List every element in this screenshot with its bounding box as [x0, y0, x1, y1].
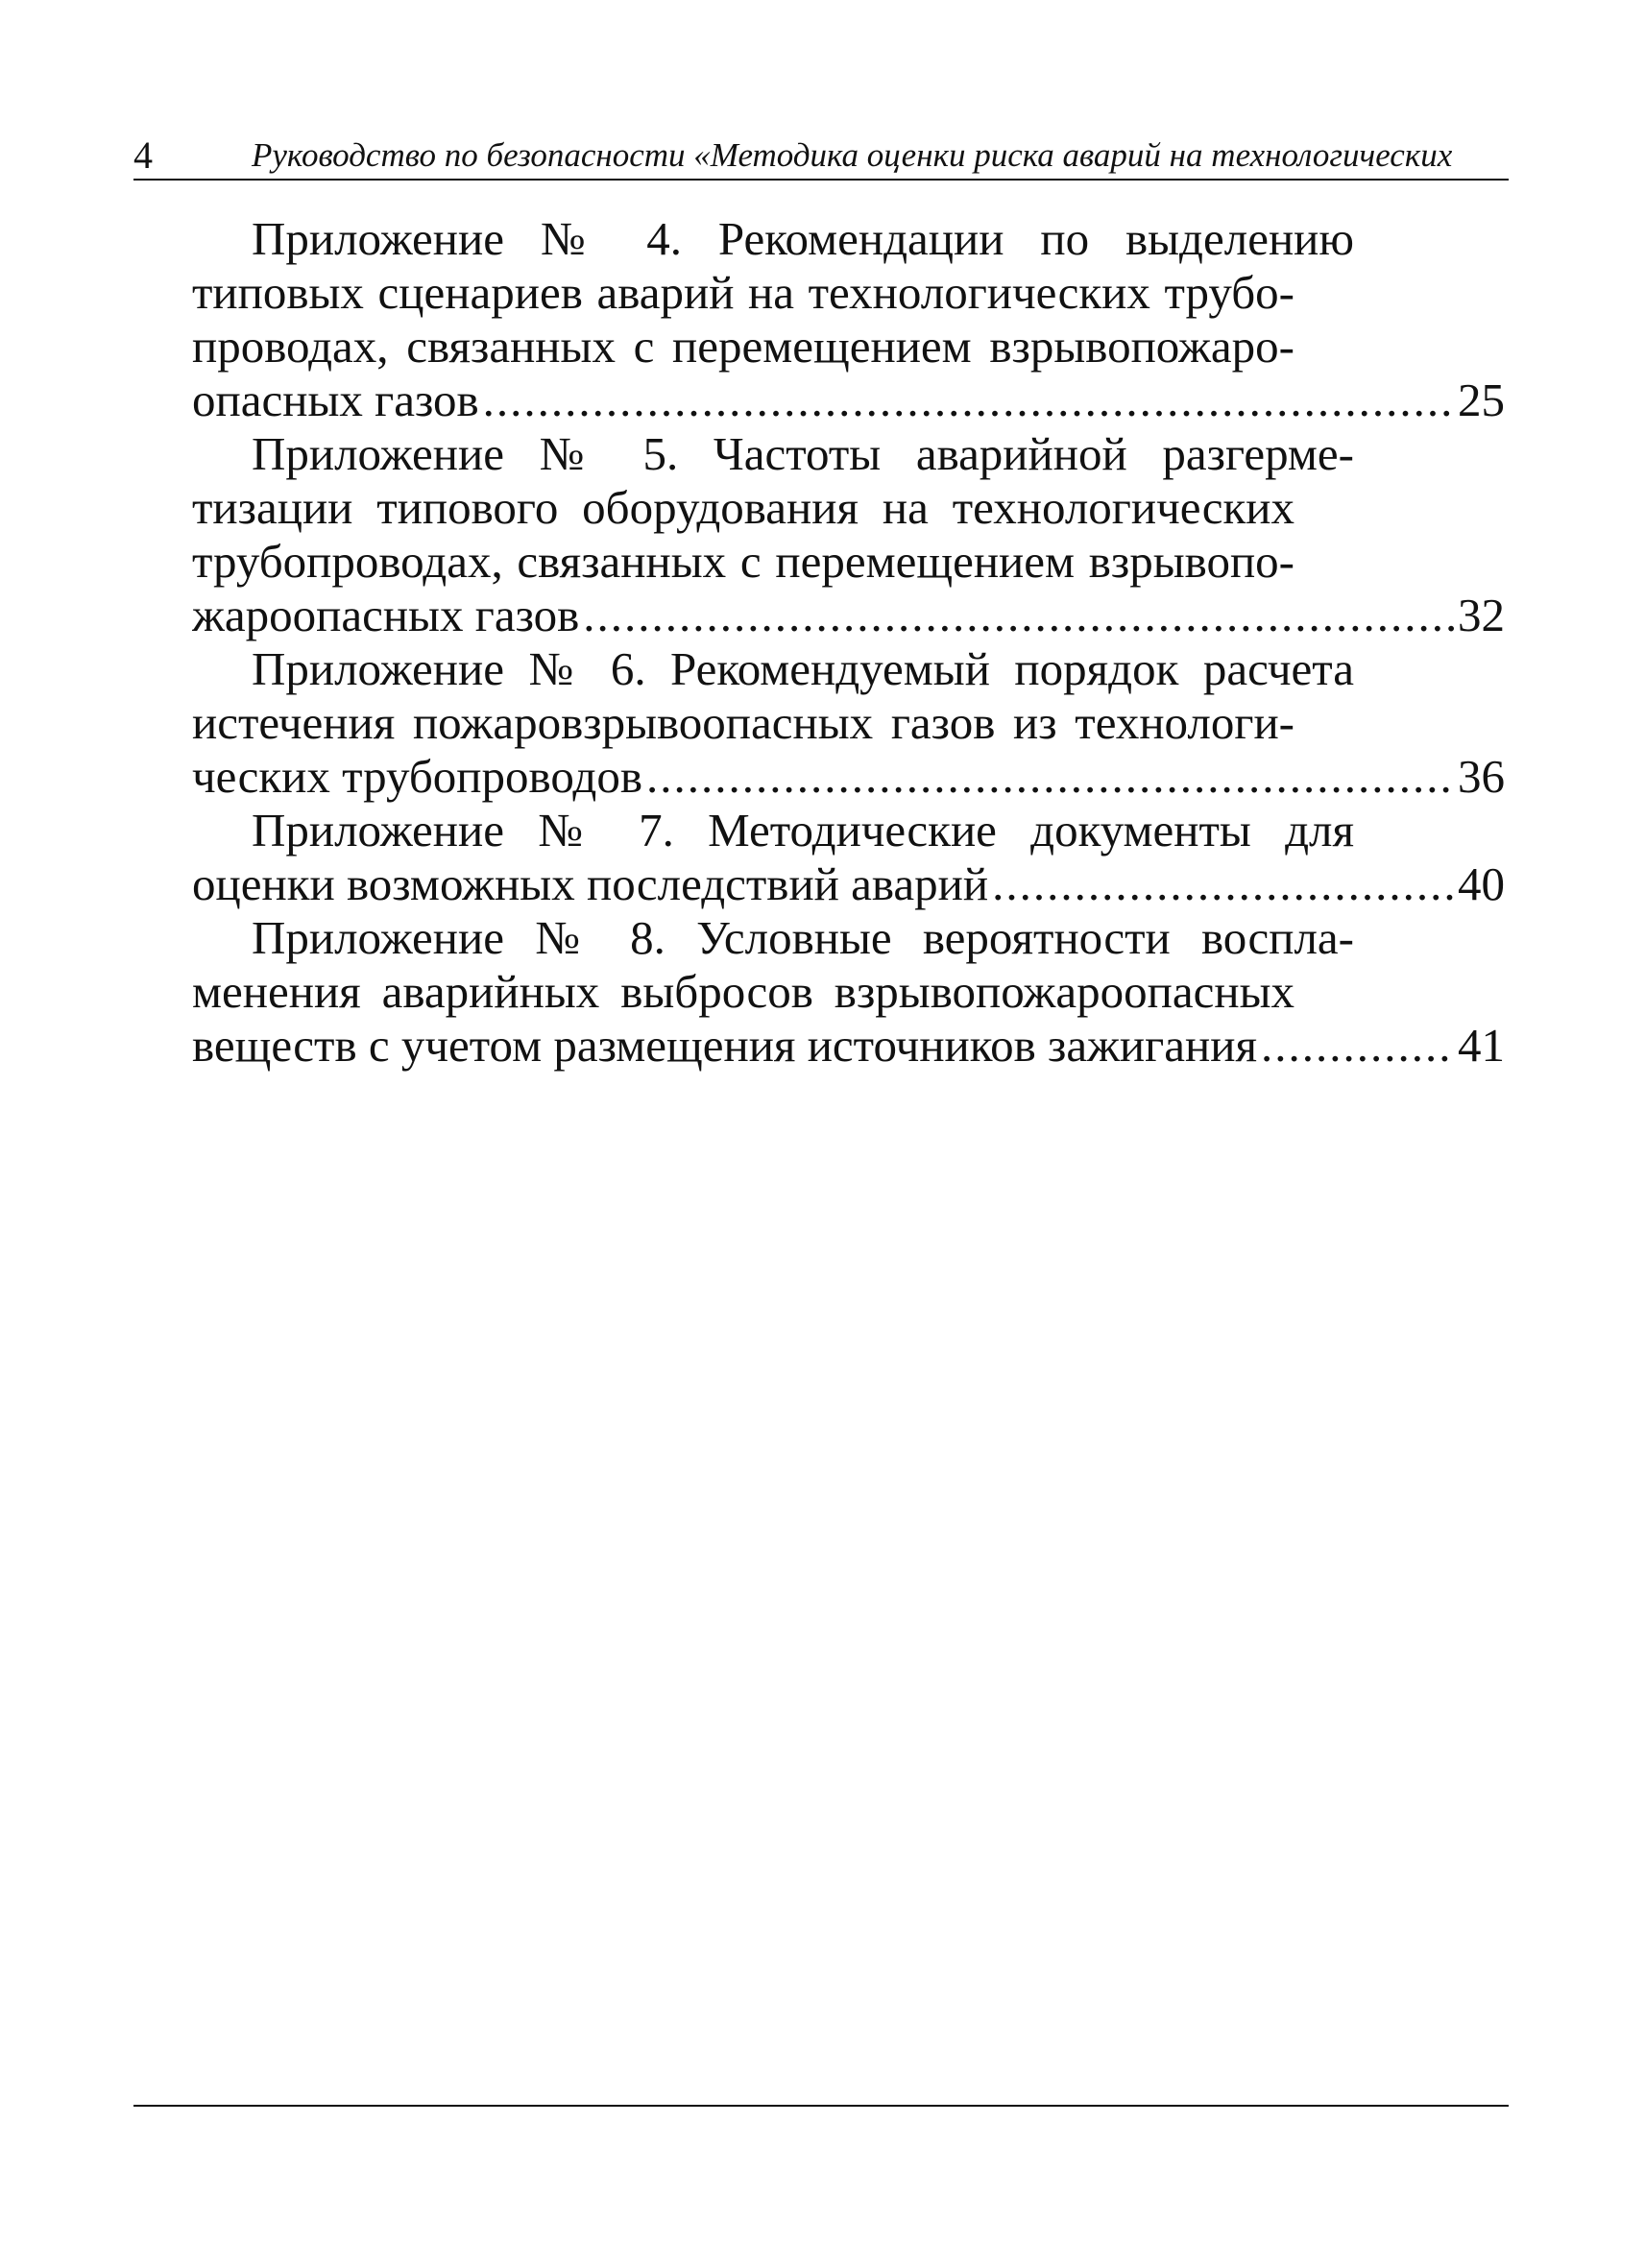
table-of-contents [192, 212, 1512, 1073]
page-header [133, 133, 1509, 181]
toc-entry-line: Приложение № 6. Рекомендуемый порядок расчета [252, 642, 1354, 695]
toc-entry [192, 804, 1512, 911]
toc-page-number: 40 [1458, 857, 1505, 910]
dot-leader [1261, 1019, 1454, 1073]
toc-entry-text: веществ с учетом размещения источников зажигания [192, 1019, 1257, 1072]
toc-entry-line: тизации типового оборудования на технологических [192, 481, 1294, 534]
toc-entry-line: менения аварийных выбросов взрывопожароопасных [192, 965, 1294, 1018]
toc-entry [192, 911, 1512, 1073]
toc-entry-last-line [192, 857, 1505, 911]
toc-entry-text: ческих трубопроводов [192, 750, 642, 803]
footer-rule [133, 2105, 1509, 2107]
toc-entry-line: типовых сценариев аварий на технологических трубо- [192, 266, 1294, 319]
toc-entry-line: истечения пожаровзрывоопасных газов из технологи- [192, 696, 1294, 749]
toc-entry-line: трубопроводах, связанных с перемещением взрывопо- [192, 535, 1294, 588]
toc-page-number: 32 [1458, 589, 1505, 641]
page-number: 4 [133, 133, 153, 177]
toc-entry-text: оценки возможных последствий аварий [192, 857, 989, 910]
dot-leader [646, 750, 1454, 804]
running-title: Руководство по безопасности «Методика оценки риска аварий на технологических [252, 136, 1453, 174]
toc-entry-last-line [192, 1019, 1505, 1073]
toc-entry-line: Приложение № 7. Методические документы для [252, 804, 1354, 857]
toc-entry-text: опасных газов [192, 374, 479, 426]
toc-entry-line: Приложение № 4. Рекомендации по выделению [252, 212, 1354, 265]
toc-page-number: 36 [1458, 750, 1505, 803]
toc-page-number: 41 [1458, 1019, 1505, 1072]
toc-entry [192, 642, 1512, 804]
toc-entry-text: жароопасных газов [192, 589, 580, 641]
toc-entry-last-line [192, 750, 1505, 804]
toc-entry [192, 212, 1512, 427]
toc-entry-last-line [192, 374, 1505, 427]
toc-entry-last-line [192, 589, 1505, 642]
toc-entry-line: Приложение № 8. Условные вероятности воспла- [252, 911, 1354, 964]
toc-entry [192, 427, 1512, 642]
dot-leader [992, 857, 1454, 911]
dot-leader [483, 374, 1454, 427]
toc-entry-line: Приложение № 5. Частоты аварийной разгерме- [252, 427, 1354, 480]
toc-page-number: 25 [1458, 374, 1505, 426]
toc-entry-line: проводах, связанных с перемещением взрывопожаро- [192, 320, 1294, 373]
dot-leader [583, 589, 1454, 642]
